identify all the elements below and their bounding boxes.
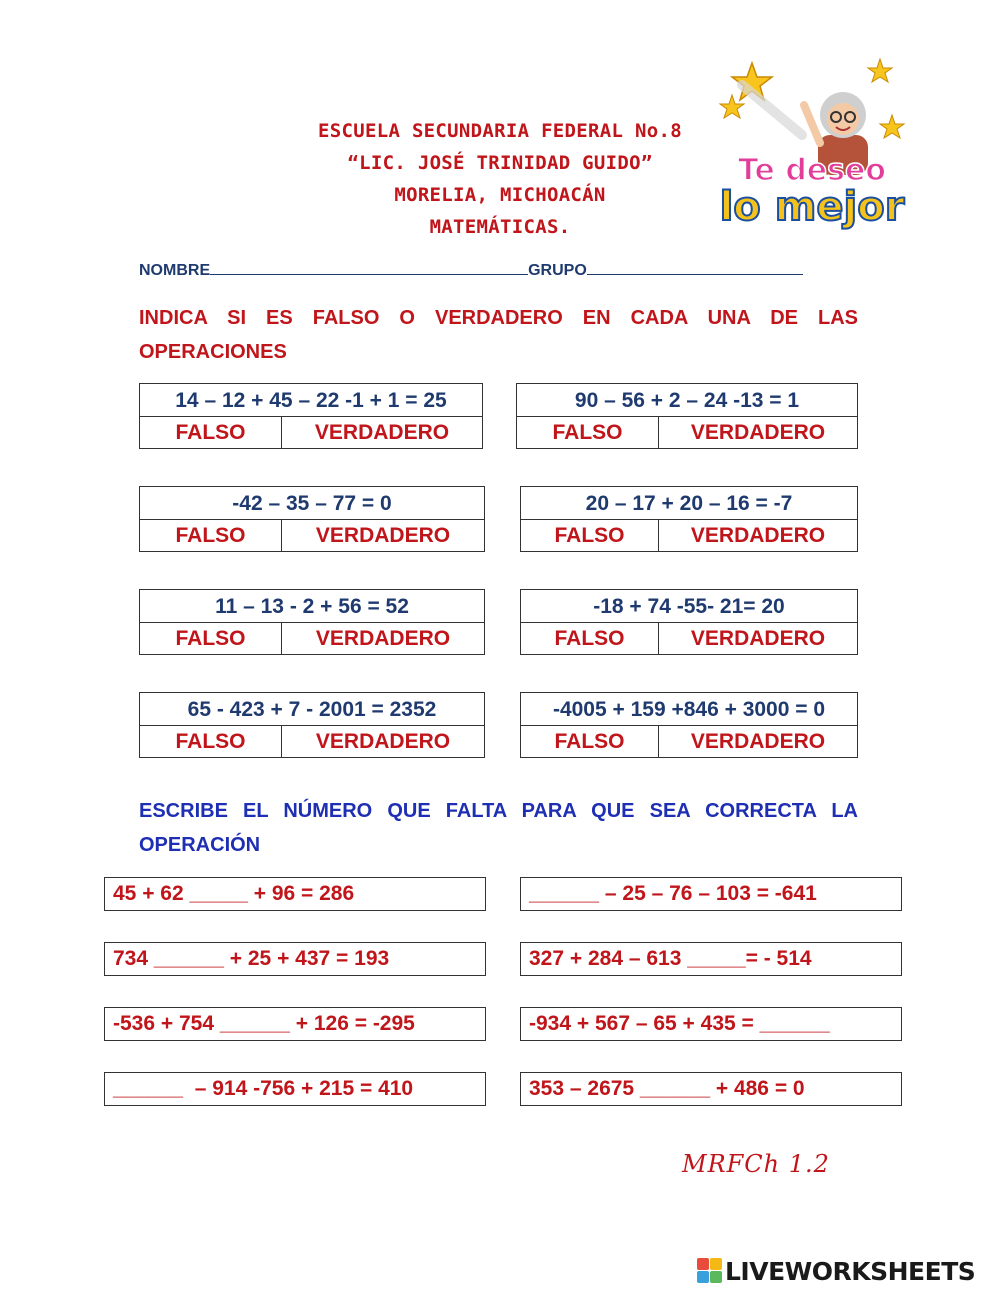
false-option[interactable]: FALSO (140, 726, 282, 757)
operation-text: -18 + 74 -55- 21= 20 (521, 590, 857, 623)
fill-in-item[interactable]: 45 + 62 _____ + 96 = 286 (104, 877, 486, 911)
school-city: MORELIA, MICHOACÁN (394, 184, 606, 206)
true-option[interactable]: VERDADERO (690, 421, 826, 444)
fill-in-item[interactable]: -536 + 754 ______ + 126 = -295 (104, 1007, 486, 1041)
true-option[interactable]: VERDADERO (690, 627, 826, 650)
true-option[interactable]: VERDADERO (315, 524, 451, 547)
subject-title: MATEMÁTICAS. (429, 216, 571, 238)
liveworksheets-brand: LIVEWORKSHEETS (725, 1256, 976, 1286)
true-option[interactable]: VERDADERO (690, 730, 826, 753)
operation-text: -42 – 35 – 77 = 0 (140, 487, 484, 520)
liveworksheets-logo[interactable] (697, 1255, 975, 1287)
true-false-item (516, 383, 858, 449)
true-false-item (139, 692, 485, 758)
section1-instruction: INDICA SI ES FALSO O VERDADERO EN CADA UNA DE LAS OPERACIONES (139, 307, 858, 363)
school-name: ESCUELA SECUNDARIA FEDERAL No.8 (318, 120, 682, 142)
false-option[interactable]: FALSO (140, 417, 282, 448)
true-option[interactable]: VERDADERO (315, 730, 451, 753)
section2-instruction: ESCRIBE EL NÚMERO QUE FALTA PARA QUE SEA CORRECTA LA OPERACIÓN (139, 800, 858, 856)
true-false-item (520, 589, 858, 655)
true-false-item (139, 486, 485, 552)
author-signature: MRFCh 1.2 (682, 1150, 830, 1178)
school-header (200, 115, 800, 243)
fill-in-item[interactable]: ______ – 914 -756 + 215 = 410 (104, 1072, 486, 1106)
group-label: GRUPO (528, 262, 587, 279)
operation-text: 14 – 12 + 45 – 22 -1 + 1 = 25 (140, 384, 482, 417)
true-option[interactable]: VERDADERO (314, 421, 450, 444)
name-label: NOMBRE (139, 262, 211, 279)
operation-text: -4005 + 159 +846 + 3000 = 0 (521, 693, 857, 726)
badge-line-2: lo mejor (719, 184, 905, 230)
fill-in-item[interactable]: ______ – 25 – 76 – 103 = -641 (520, 877, 902, 911)
true-false-item (520, 486, 858, 552)
operation-text: 11 – 13 - 2 + 56 = 52 (140, 590, 484, 623)
fill-in-item[interactable]: -934 + 567 – 65 + 435 = ______ (520, 1007, 902, 1041)
fill-in-item[interactable]: 734 ______ + 25 + 437 = 193 (104, 942, 486, 976)
good-luck-badge (712, 55, 912, 235)
false-option[interactable]: FALSO (517, 417, 659, 448)
true-option[interactable]: VERDADERO (690, 524, 826, 547)
false-option[interactable]: FALSO (140, 520, 282, 551)
true-false-item (139, 589, 485, 655)
star-icon (880, 115, 904, 138)
false-option[interactable]: FALSO (521, 520, 659, 551)
fill-in-item[interactable]: 353 – 2675 ______ + 486 = 0 (520, 1072, 902, 1106)
name-field[interactable] (210, 258, 528, 275)
true-false-item (520, 692, 858, 758)
false-option[interactable]: FALSO (140, 623, 282, 654)
fill-in-item[interactable]: 327 + 284 – 613 _____= - 514 (520, 942, 902, 976)
false-option[interactable]: FALSO (521, 726, 659, 757)
group-field[interactable] (587, 258, 803, 275)
operation-text: 90 – 56 + 2 – 24 -13 = 1 (517, 384, 857, 417)
liveworksheets-mark-icon (697, 1258, 723, 1284)
badge-line-1: Te deseo (738, 153, 886, 188)
student-info-row (139, 258, 803, 280)
school-honoree: “LIC. JOSÉ TRINIDAD GUIDO” (347, 152, 653, 174)
operation-text: 20 – 17 + 20 – 16 = -7 (521, 487, 857, 520)
star-icon (868, 59, 892, 82)
true-option[interactable]: VERDADERO (315, 627, 451, 650)
false-option[interactable]: FALSO (521, 623, 659, 654)
true-false-item (139, 383, 483, 449)
operation-text: 65 - 423 + 7 - 2001 = 2352 (140, 693, 484, 726)
